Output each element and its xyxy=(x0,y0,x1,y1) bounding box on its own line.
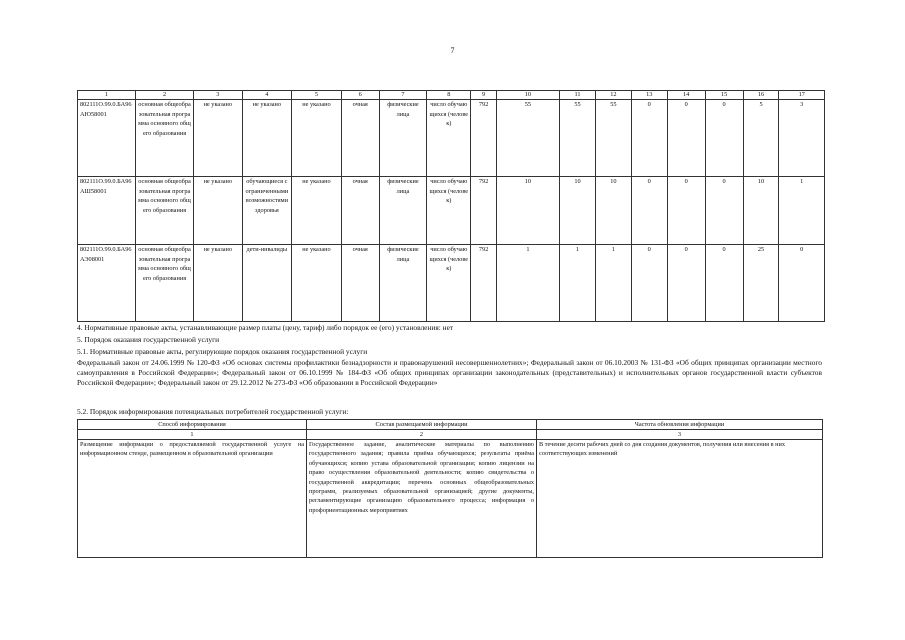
value-cell: 10 xyxy=(496,177,559,245)
category-cell: не указано xyxy=(242,100,292,177)
col-number: 2 xyxy=(307,430,537,440)
value-cell: 1 xyxy=(779,177,825,245)
col-number: 10 xyxy=(496,91,559,100)
program-name: основная общеобразовательная программа основного общего образования xyxy=(136,245,194,322)
value-cell: 55 xyxy=(595,100,631,177)
consumer-cell: физические лица xyxy=(379,100,426,177)
form-cell: очная xyxy=(341,100,379,177)
value-cell: 55 xyxy=(560,100,596,177)
col-number: 8 xyxy=(427,91,471,100)
informing-method: Размещение информации о предоставляемой государственной услуге на информационном стенде, размещенном в образовательной организации xyxy=(78,440,307,558)
section-5-1-heading: 5.1. Нормативные правовые акты, регулирующие порядок оказания государственной услуги xyxy=(77,347,368,356)
cell: не указано xyxy=(292,245,342,322)
value-cell: 0 xyxy=(631,177,667,245)
program-name: основная общеобразовательная программа основного общего образования xyxy=(136,177,194,245)
column-number-row xyxy=(78,91,825,100)
col-number: 6 xyxy=(341,91,379,100)
value-cell: 3 xyxy=(779,100,825,177)
value-cell: 10 xyxy=(743,177,779,245)
column-header: Состав размещаемой информации xyxy=(307,420,537,430)
value-cell: 10 xyxy=(595,177,631,245)
col-number: 16 xyxy=(743,91,779,100)
value-cell: 0 xyxy=(779,245,825,322)
value-cell: 0 xyxy=(705,177,743,245)
col-number: 7 xyxy=(379,91,426,100)
value-cell: 0 xyxy=(667,177,705,245)
consumer-cell: физические лица xyxy=(379,177,426,245)
category-cell: обучающиеся с ограниченными возможностями здоровья xyxy=(242,177,292,245)
cell: не указано xyxy=(194,177,243,245)
col-number: 15 xyxy=(705,91,743,100)
col-number: 4 xyxy=(242,91,292,100)
value-cell: 5 xyxy=(743,100,779,177)
value-cell: 55 xyxy=(496,100,559,177)
indicator-cell: число обучающихся (человек) xyxy=(427,100,471,177)
section-4-text: 4. Нормативные правовые акты, устанавливающие размер платы (цену, тариф) либо порядок ее (его) установления: нет xyxy=(77,323,454,332)
column-header: Частота обновления информации xyxy=(537,420,823,430)
informing-table xyxy=(77,419,823,558)
header-row xyxy=(78,420,823,430)
value-cell: 1 xyxy=(560,245,596,322)
col-number: 2 xyxy=(136,91,194,100)
service-volume-table xyxy=(77,90,825,322)
value-cell: 25 xyxy=(743,245,779,322)
col-number: 12 xyxy=(595,91,631,100)
registry-number: 802111О.99.0.БА96АШ58001 xyxy=(78,177,136,245)
category-cell: дети-инвалиды xyxy=(242,245,292,322)
col-number: 11 xyxy=(560,91,596,100)
table-row xyxy=(78,177,825,245)
cell: не указано xyxy=(194,100,243,177)
information-content: Государственное задание, аналитические материалы по выполнению государственного задания; правила приёма обучающихся; результаты приёма обучающихся; копию устава образовательной организации; копию лицензии на право осуществления образовательной деятельности; копию свидетельства о государственной аккредитации; перечень основных общеобразовательных программ, реализуемых образовательной организацией; другие документы, регламентирующие организацию образовательного процесса; информация о профориентационных мероприятиях xyxy=(307,440,537,558)
section-5-2-heading: 5.2. Порядок информирования потенциальных потребителей государственной услуги: xyxy=(77,407,349,416)
value-cell: 10 xyxy=(560,177,596,245)
form-cell: очная xyxy=(341,245,379,322)
col-number: 9 xyxy=(471,91,496,100)
value-cell: 0 xyxy=(705,100,743,177)
cell: не указано xyxy=(292,177,342,245)
cell: не указано xyxy=(194,245,243,322)
table-row xyxy=(78,440,823,558)
value-cell: 0 xyxy=(667,245,705,322)
column-header: Способ информирования xyxy=(78,420,307,430)
value-cell: 0 xyxy=(631,245,667,322)
column-number-row xyxy=(78,430,823,440)
col-number: 13 xyxy=(631,91,667,100)
col-number: 1 xyxy=(78,91,136,100)
cell: не указано xyxy=(292,100,342,177)
table-row xyxy=(78,100,825,177)
col-number: 3 xyxy=(194,91,243,100)
col-number: 14 xyxy=(667,91,705,100)
indicator-cell: число обучающихся (человек) xyxy=(427,245,471,322)
col-number: 3 xyxy=(537,430,823,440)
form-cell: очная xyxy=(341,177,379,245)
section-5-1-laws: Федеральный закон от 24.06.1999 № 120-ФЗ «Об основах системы профилактики безнадзорности и правонарушений несовершеннолетних»; Федеральный закон от 06.10.2003 № 131-ФЗ «Об общих принципах организации местного самоуправления в Российской Федерации»; Федеральный закон от 06.10.1999 № 184-ФЗ «Об общих принципах организации законодательных (представительных) и исполнительных органов государственной власти субъектов Российской Федерации»; Федеральный закон от 29.12.2012 № 273-ФЗ «Об образовании в Российской Федерации» xyxy=(77,358,822,388)
registry-number: 802111О.99.0.БА96АЭ08001 xyxy=(78,245,136,322)
page-number: 7 xyxy=(450,46,455,55)
value-cell: 1 xyxy=(496,245,559,322)
col-number: 17 xyxy=(779,91,825,100)
value-cell: 1 xyxy=(595,245,631,322)
col-number: 1 xyxy=(78,430,307,440)
okei-code: 792 xyxy=(471,100,496,177)
update-frequency: В течение десяти рабочих дней со дня создания документов, получения или внесения в них соответствующих изменений xyxy=(537,440,823,558)
program-name: основная общеобразовательная программа основного общего образования xyxy=(136,100,194,177)
value-cell: 0 xyxy=(631,100,667,177)
okei-code: 792 xyxy=(471,245,496,322)
value-cell: 0 xyxy=(667,100,705,177)
okei-code: 792 xyxy=(471,177,496,245)
section-5-heading: 5. Порядок оказания государственной услуги xyxy=(77,335,220,344)
table-row xyxy=(78,245,825,322)
value-cell: 0 xyxy=(705,245,743,322)
col-number: 5 xyxy=(292,91,342,100)
indicator-cell: число обучающихся (человек) xyxy=(427,177,471,245)
consumer-cell: физические лица xyxy=(379,245,426,322)
registry-number: 802111О.99.0.БА96АЮ58001 xyxy=(78,100,136,177)
